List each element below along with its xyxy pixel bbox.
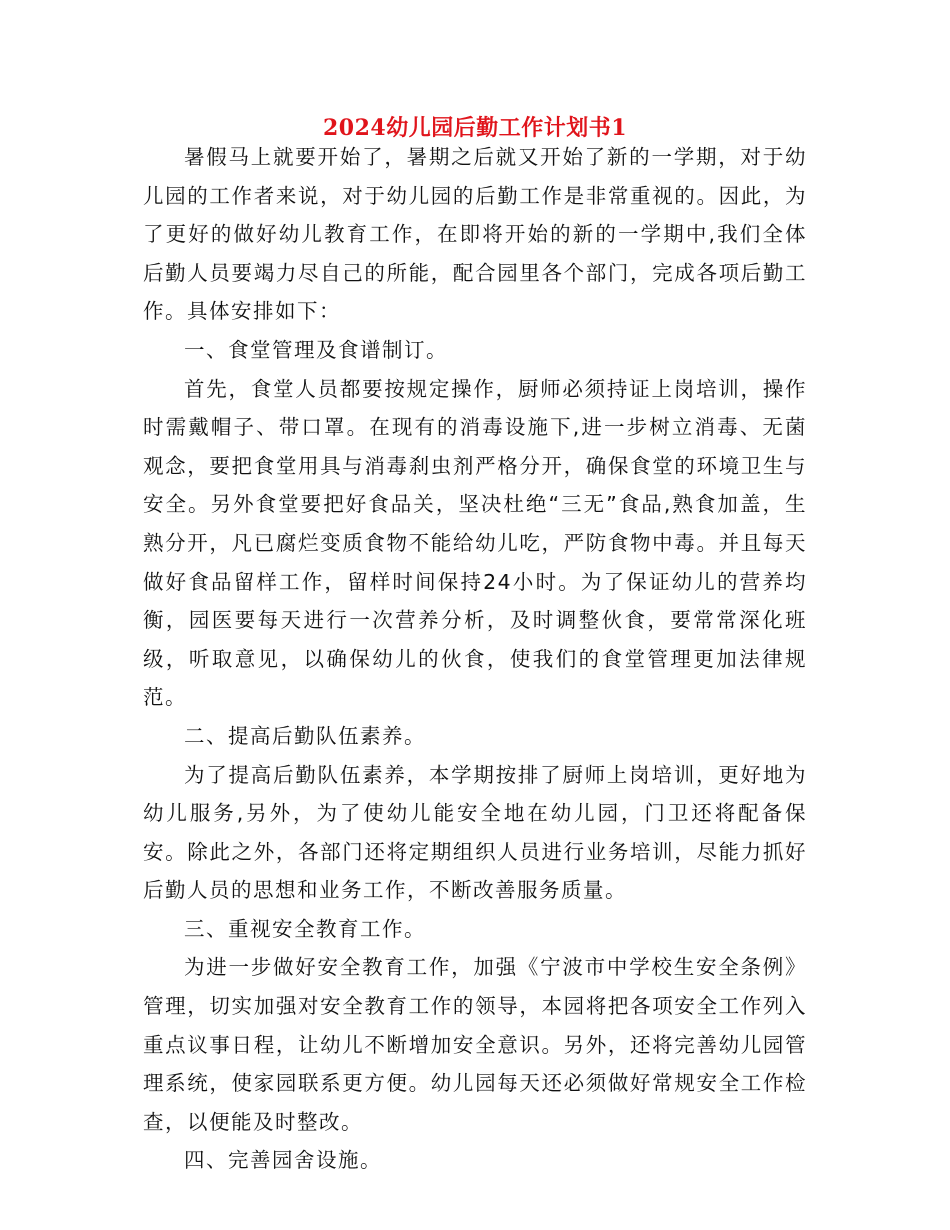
section-heading-staff: 二、提高后勤队伍素养。 <box>184 723 426 748</box>
document-title: 2024幼儿园后勤工作计划书1 <box>322 115 628 141</box>
document-body <box>143 138 807 1180</box>
intro-paragraph: 暑假马上就要开始了，暑期之后就又开始了新的一学期，对于幼儿园的工作者来说，对于幼儿园的后勤工作是非常重视的。因此，为了更好的做好幼儿教育工作，在即将开始的新的一学期中,我们全体后勤人员要竭力尽自己的所能，配合园里各个部门，完成各项后勤工作。具体安排如下： <box>143 145 807 324</box>
section-heading-canteen: 一、食堂管理及食谱制订。 <box>184 337 448 362</box>
staff-paragraph: 为了提高后勤队伍素养，本学期按排了厨师上岗培训，更好地为幼儿服务,另外，为了使幼儿能安全地在幼儿园，门卫还将配备保安。除此之外，各部门还将定期组织人员进行业务培训，尽能力抓好后勤人员的思想和业务工作，不断改善服务质量。 <box>143 762 807 903</box>
section-heading-safety: 三、重视安全教育工作。 <box>184 916 426 941</box>
canteen-paragraph: 首先，食堂人员都要按规定操作，厨师必须持证上岗培训，操作时需戴帽子、带口罩。在现有的消毒设施下,进一步树立消毒、无菌观念，要把食堂用具与消毒刹虫剂严格分开，确保食堂的环境卫生与安全。另外食堂要把好食品关，坚决杜绝“三无”食品,熟食加盖，生熟分开，凡已腐烂变质食物不能给幼儿吃，严防食物中毒。并且每天做好食品留样工作，留样时间保持24小时。为了保证幼儿的营养均衡，园医要每天进行一次营养分析，及时调整伙食，要常常深化班级，听取意见，以确保幼儿的伙食，使我们的食堂管理更加法律规范。 <box>143 376 807 710</box>
safety-paragraph: 为进一步做好安全教育工作，加强《宁波市中学校生安全条例》管理，切实加强对安全教育工作的领导，本园将把各项安全工作列入重点议事日程，让幼儿不断增加安全意识。另外，还将完善幼儿园管理系统，使家园联系更方便。幼儿园每天还必须做好常规安全工作检查，以便能及时整改。 <box>143 955 807 1134</box>
section-heading-facilities: 四、完善园舍设施。 <box>184 1148 382 1173</box>
